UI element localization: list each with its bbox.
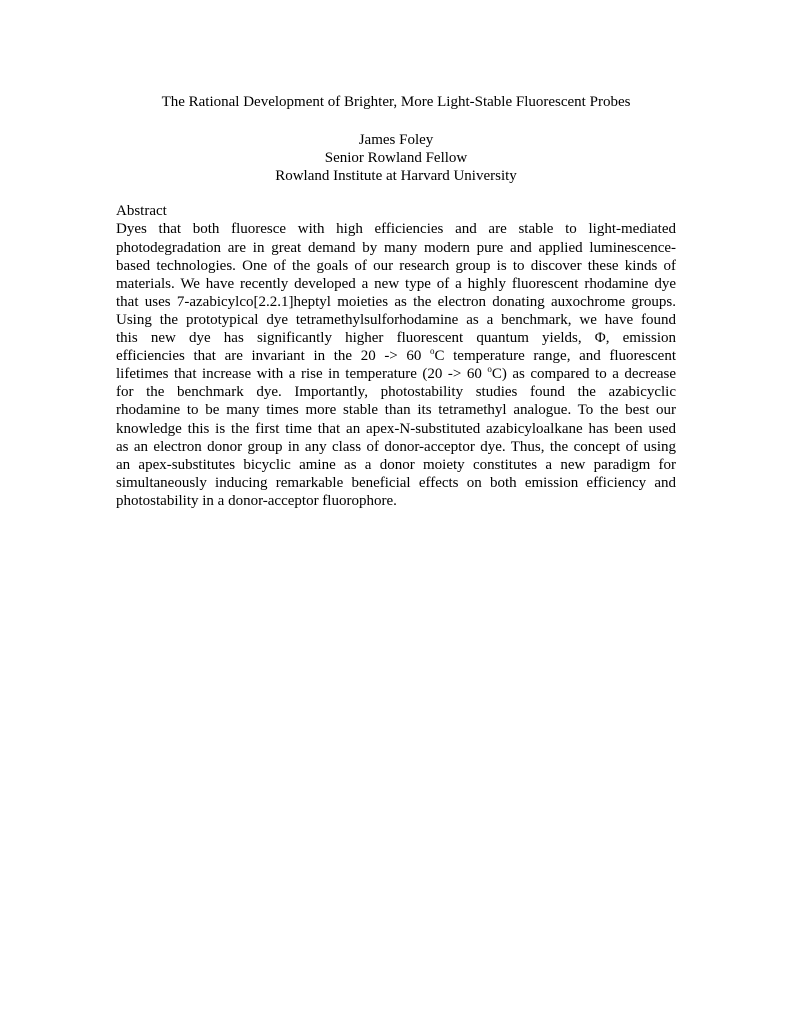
abstract-line: simultaneously inducing remarkable beneficial effects on both emission efficiency and [116, 474, 676, 491]
abstract-line-last: photostability in a donor-acceptor fluorophore. [116, 492, 397, 509]
author-position: Senior Rowland Fellow [324, 150, 468, 167]
degree-symbol: o [430, 347, 435, 357]
abstract-line: for the benchmark dye. Importantly, photostability studies found the azabicyclic [116, 384, 676, 401]
document-title: The Rational Development of Brighter, More Light-Stable Fluorescent Probes [161, 94, 631, 110]
author-affiliation: Rowland Institute at Harvard University [275, 168, 517, 185]
abstract-line: based technologies. One of the goals of our research group is to discover these kinds of [116, 257, 676, 274]
abstract-line-segment: C) as compared to a decrease [491, 366, 676, 383]
abstract-line: that uses 7-azabicylco[2.2.1]heptyl moieties as the electron donating auxochrome groups. [116, 293, 676, 310]
abstract-line: an apex-substitutes bicyclic amine as a donor moiety constitutes a new paradigm for [116, 456, 676, 473]
author-name: James Foley [358, 132, 434, 149]
document-page [116, 93, 676, 510]
abstract-line: as an electron donor group in any class of donor-acceptor dye. Thus, the concept of using [116, 438, 676, 455]
degree-symbol: o [487, 365, 492, 375]
abstract-line: materials. We have recently developed a new type of a highly fluorescent rhodamine dye [116, 275, 676, 292]
abstract-line: Dyes that both fluoresce with high efficiencies and are stable to light-mediated [116, 221, 676, 238]
author-block [116, 131, 676, 185]
abstract-line-segment: C temperature range, and fluorescent [434, 348, 676, 365]
abstract-body [116, 220, 676, 510]
abstract-line: rhodamine to be many times more stable than its tetramethyl analogue. To the best our [116, 402, 676, 419]
abstract-line-with-degree [116, 365, 676, 383]
abstract-line: knowledge this is the first time that an apex-N-substituted azabicyloalkane has been used [116, 420, 676, 437]
abstract-heading: Abstract [116, 203, 167, 220]
abstract-line: this new dye has significantly higher fluorescent quantum yields, Φ, emission [116, 330, 676, 347]
abstract-line: photodegradation are in great demand by many modern pure and applied luminescence- [116, 239, 676, 256]
abstract-line-segment: efficiencies that are invariant in the 20 -> 60 [116, 348, 431, 365]
abstract-line-with-degree [116, 347, 676, 365]
abstract-line-segment: lifetimes that increase with a rise in temperature (20 -> 60 [116, 366, 488, 383]
abstract-line: Using the prototypical dye tetramethylsulforhodamine as a benchmark, we have found [116, 311, 676, 328]
